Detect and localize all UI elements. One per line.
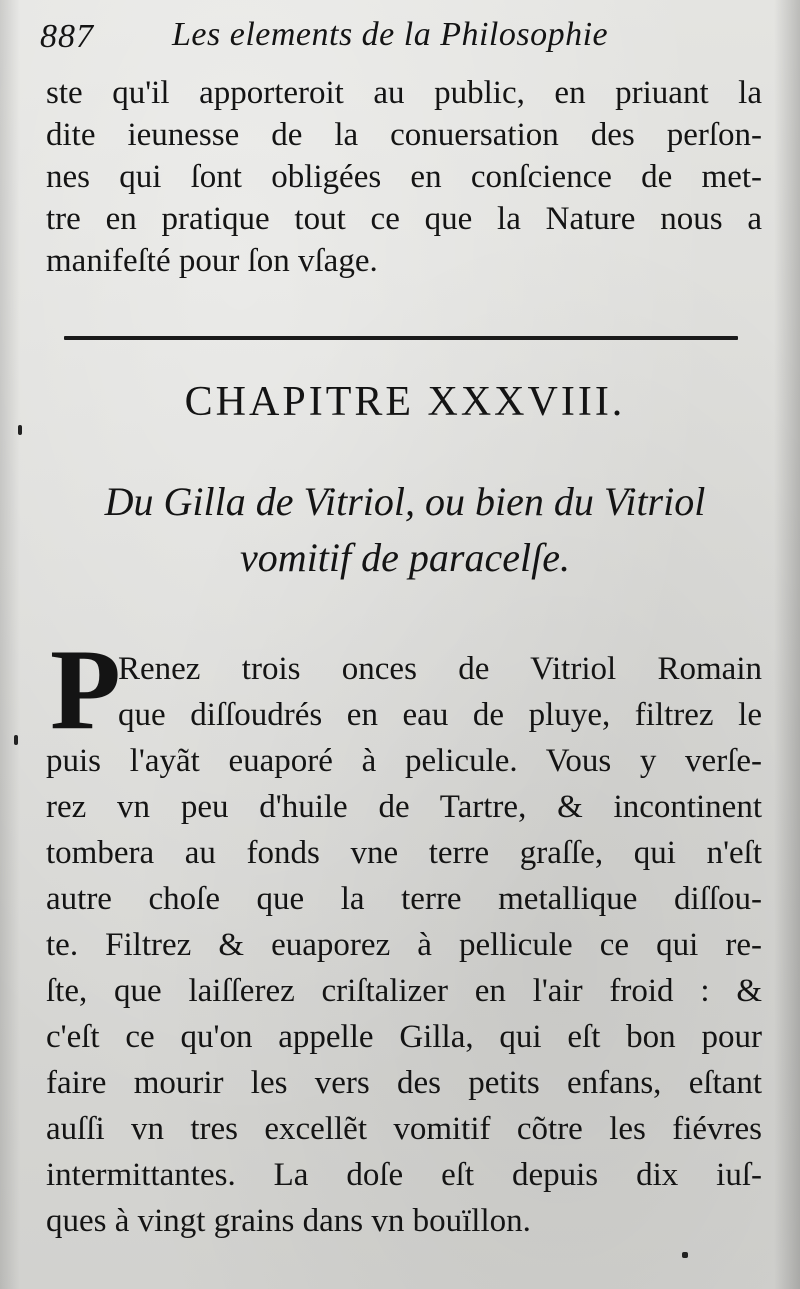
text-line: ſte, que laiſſerez criſtalizer en l'air froid : & [46, 973, 762, 1009]
text-line: c'eſt ce qu'on appelle Gilla, qui eſt bon pour [46, 1019, 762, 1055]
text-line: tre en pratique tout ce que la Nature nous a [46, 201, 762, 237]
chapter-subtitle-line-2: vomitif de paracelſe. [240, 535, 570, 580]
text-line: manifeſté pour ſon vſage. [46, 243, 378, 279]
ink-speck [682, 1252, 688, 1258]
chapter-title: CHAPITRE XXXVIII. [184, 379, 626, 425]
text-line: tombera au fonds vne terre graſſe, qui n'eſt [46, 835, 762, 871]
text-line: te. Filtrez & euaporez à pellicule ce qui re- [46, 927, 762, 963]
running-head: Les elements de la Philosophie [172, 16, 609, 53]
text-line: rez vn peu d'huile de Tartre, & incontinent [46, 789, 762, 825]
text-line: puis l'ayãt euaporé à pelicule. Vous y verſe- [46, 743, 762, 779]
page-number: 887 [40, 18, 94, 55]
page-header [40, 16, 760, 60]
text-line: autre choſe que la terre metallique diſſou- [46, 881, 762, 917]
text-line: Renez trois onces de Vitriol Romain [118, 651, 762, 687]
ink-speck [14, 735, 18, 745]
page-edge-shadow [774, 0, 800, 1289]
text-line: nes qui ſont obligées en conſcience de met- [46, 159, 762, 195]
text-line: intermittantes. La doſe eſt depuis dix iuſ- [46, 1157, 762, 1193]
ink-speck [18, 425, 22, 435]
text-line: faire mourir les vers des petits enfans, eſtant [46, 1065, 762, 1101]
text-line: ques à vingt grains dans vn bouïllon. [46, 1203, 531, 1239]
text-line: ste qu'il apporteroit au public, en priuant la [46, 75, 762, 111]
section-divider-rule [64, 336, 738, 340]
text-line: que diſſoudrés en eau de pluye, filtrez le [118, 697, 762, 733]
drop-cap-initial: P [50, 626, 121, 754]
text-line: auſſi vn tres excellẽt vomitif cõtre les fiévres [46, 1111, 762, 1147]
gutter-shadow [0, 0, 20, 1289]
body-paragraph [46, 646, 762, 1244]
top-paragraph [46, 72, 762, 282]
chapter-subtitle-line-1: Du Gilla de Vitriol, ou bien du Vitriol [104, 479, 706, 524]
text-line: dite ieunesse de la conuersation des perſon- [46, 117, 762, 153]
